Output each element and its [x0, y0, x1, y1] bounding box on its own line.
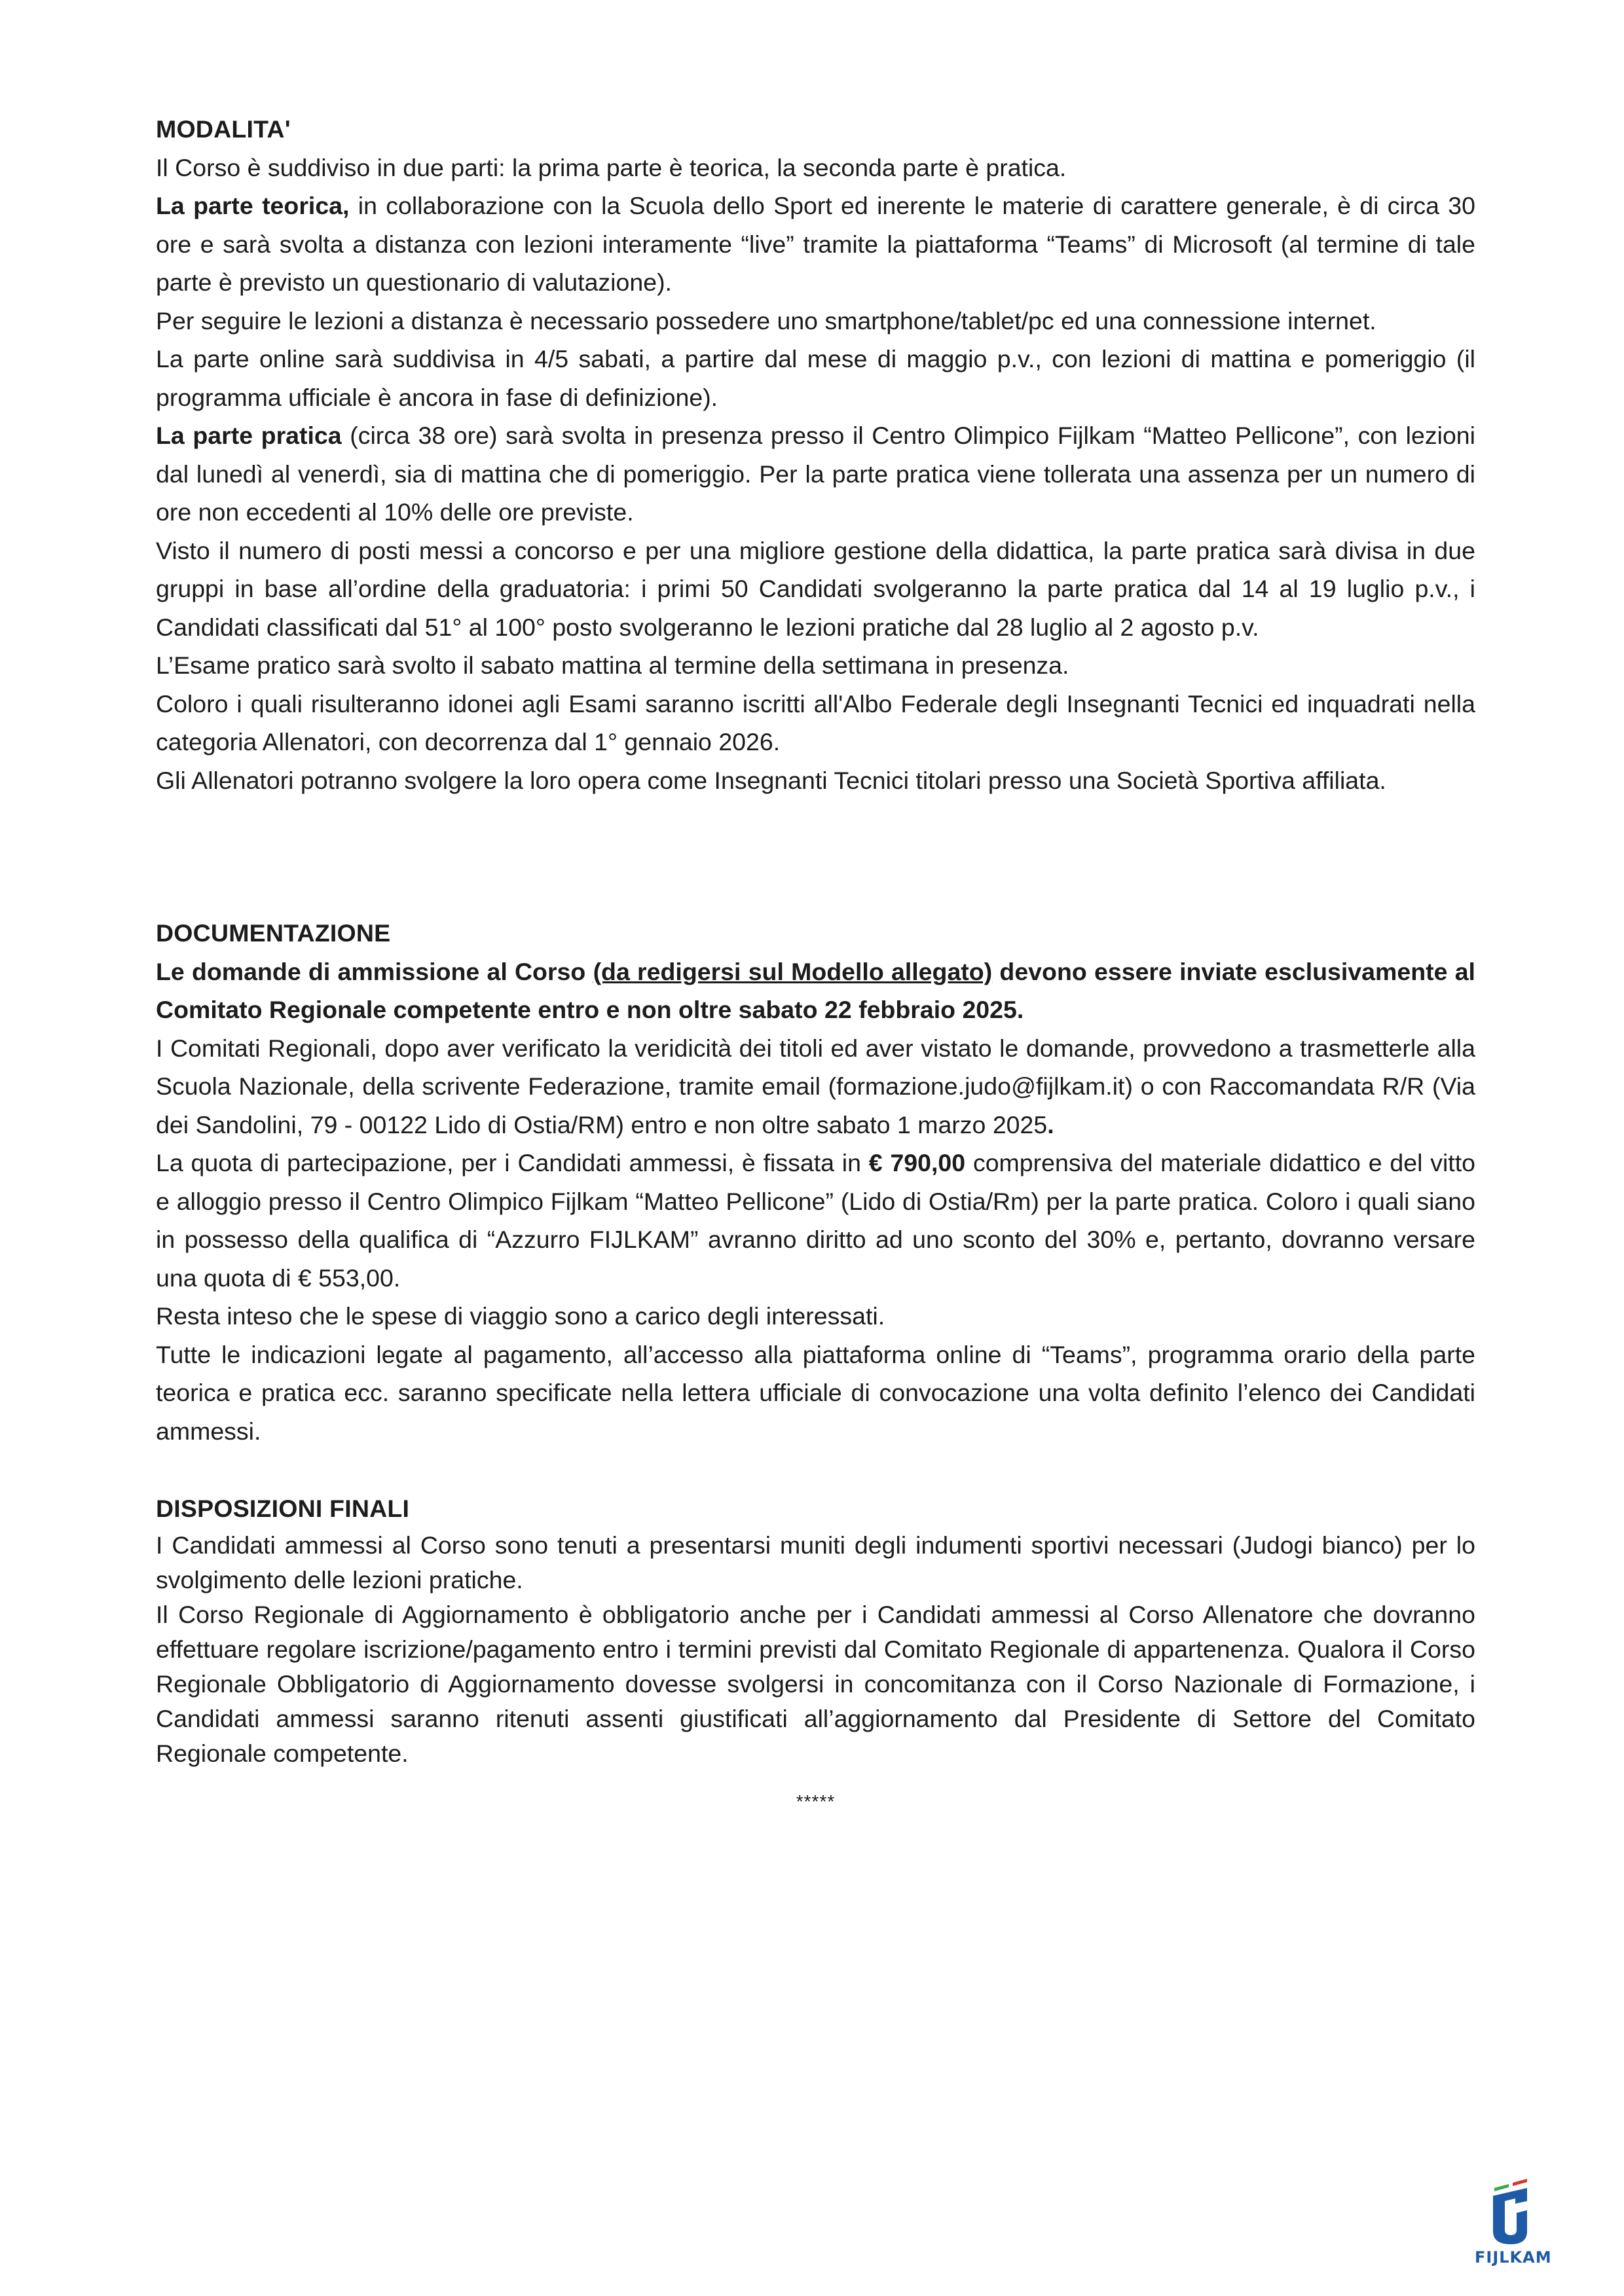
paragraph — [156, 1144, 1475, 1297]
end-mark: ***** — [796, 1791, 836, 1812]
text: comprensiva del materiale didattico e del vitto e alloggio presso il Centro Olimpico Fijlkam “Matteo Pellicone” (Lido di Ostia/Rm) per la parte pratica. Coloro i quali siano in possesso della qualifica di “Azzurro FIJLKAM” avranno diritto ad uno sconto del 30% e, pertanto, dovranno versare una quota di € 553,00. — [156, 1149, 1475, 1292]
text: Le domande di ammissione al Corso — [156, 957, 593, 985]
text: (circa 38 ore) sarà svolta in presenza presso il Centro Olimpico Fijlkam “Matteo Pellicone”, con lezioni dal lunedì al venerdì, sia di mattina che di pomeriggio. Per la parte pratica viene tollerata una assenza per un numero di ore non eccedenti al 10% delle ore previste. — [156, 422, 1475, 526]
text: in collaborazione con la Scuola dello Sport ed inerente le materie di carattere generale, è di circa 30 ore e sarà svolta a distanza con lezioni interamente “live” tramite la piattaforma “Teams” di Microsoft (al termine di tale parte è previsto un questionario di valutazione). — [156, 192, 1475, 296]
bold-text — [156, 958, 1475, 1024]
paragraph: Coloro i quali risulteranno idonei agli Esami saranno iscritti all'Albo Federale degli Insegnanti Tecnici ed inquadrati nella categoria Allenatori, con decorrenza dal 1° gennaio 2026. — [156, 689, 1475, 756]
section-title-disposizioni: DISPOSIZIONI FINALI — [156, 1495, 410, 1522]
paragraph: Visto il numero di posti messi a concorso e per una migliore gestione della didattica, la parte pratica sarà divisa in due gruppi in base all’ordine della graduatoria: i primi 50 Candidati svolgeranno la parte pratica dal 14 al 19 luglio p.v., i Candidati classificati dal 51° al 100° posto svolgeranno le lezioni pratiche dal 28 luglio al 2 agosto p.v. — [156, 536, 1475, 641]
bold-text: € 790,00 — [868, 1149, 966, 1176]
bold-text: . — [1047, 1110, 1054, 1139]
paragraph: Tutte le indicazioni legate al pagamento, all’accesso alla piattaforma online di “Teams”, programma orario della parte teorica e pratica ecc. saranno specificate nella lettera ufficiale di convocazione una volta definito l’elenco dei Candidati ammessi. — [156, 1340, 1475, 1445]
paragraph — [156, 416, 1475, 532]
paragraph — [156, 187, 1475, 302]
section-title-documentazione: DOCUMENTAZIONE — [156, 919, 391, 947]
logo-text: FIJLKAM — [1475, 2248, 1552, 2267]
section-disposizioni-finali — [156, 1489, 1475, 1771]
paragraph: Gli Allenatori potranno svolgere la loro opera come Insegnanti Tecnici titolari presso una Società Sportiva affiliata. — [156, 766, 1386, 794]
section-documentazione — [156, 914, 1475, 1450]
section-modalita — [156, 110, 1475, 799]
bold-text: La parte teorica, — [156, 192, 350, 219]
underlined-text: (da redigersi sul Modello allegato) — [593, 957, 993, 985]
document-body — [156, 110, 1475, 1821]
paragraph: Resta inteso che le spese di viaggio sono a carico degli interessati. — [156, 1302, 885, 1330]
section-title-modalita: MODALITA' — [156, 115, 291, 143]
text: I Comitati Regionali, dopo aver verificato la veridicità dei titoli ed aver vistato le domande, provvedono a trasmetterle alla Scuola Nazionale, della scrivente Federazione, tramite email (formazione.judo@fijlkam.it) o con Raccomandata R/R (Via dei Sandolini, 79 - 00122 Lido di Ostia/RM) entro e non oltre sabato 1 marzo 2025 — [156, 1034, 1475, 1139]
paragraph — [156, 1029, 1475, 1144]
text: La quota di partecipazione, per i Candidati ammessi, è fissata in — [156, 1149, 869, 1176]
paragraph — [156, 953, 1475, 1029]
fijlkam-logo — [1475, 2175, 1552, 2273]
bold-text: La parte pratica — [156, 422, 342, 449]
paragraph: Il Corso Regionale di Aggiornamento è obbligatorio anche per i Candidati ammessi al Corso Allenatore che dovranno effettuare regolare iscrizione/pagamento entro i termini previsti dal Comitato Regionale di appartenenza. Qualora il Corso Regionale Obbligatorio di Aggiornamento dovesse svolgersi in concomitanza con il Corso Nazionale di Formazione, i Candidati ammessi saranno ritenuti assenti giustificati all’aggiornamento dal Presidente di Settore del Comitato Regionale competente. — [156, 1600, 1475, 1767]
spacer — [156, 799, 1475, 914]
paragraph: Il Corso è suddiviso in due parti: la prima parte è teorica, la seconda parte è pratica. — [156, 153, 1067, 181]
fijlkam-logo-icon — [1475, 2175, 1547, 2248]
paragraph: Per seguire le lezioni a distanza è necessario possedere uno smartphone/tablet/pc ed una connessione internet. — [156, 306, 1376, 335]
paragraph: L’Esame pratico sarà svolto il sabato mattina al termine della settimana in presenza. — [156, 651, 1069, 679]
spacer — [156, 1450, 1475, 1489]
text: devono essere inviate esclusivamente al Comitato Regionale competente entro e non oltre sabato 22 febbraio 2025. — [156, 957, 1475, 1023]
paragraph: La parte online sarà suddivisa in 4/5 sabati, a partire dal mese di maggio p.v., con lezioni di mattina e pomeriggio (il programma ufficiale è ancora in fase di definizione). — [156, 345, 1475, 411]
paragraph: I Candidati ammessi al Corso sono tenuti a presentarsi muniti degli indumenti sportivi necessari (Judogi bianco) per lo svolgimento delle lezioni pratiche. — [156, 1531, 1475, 1594]
